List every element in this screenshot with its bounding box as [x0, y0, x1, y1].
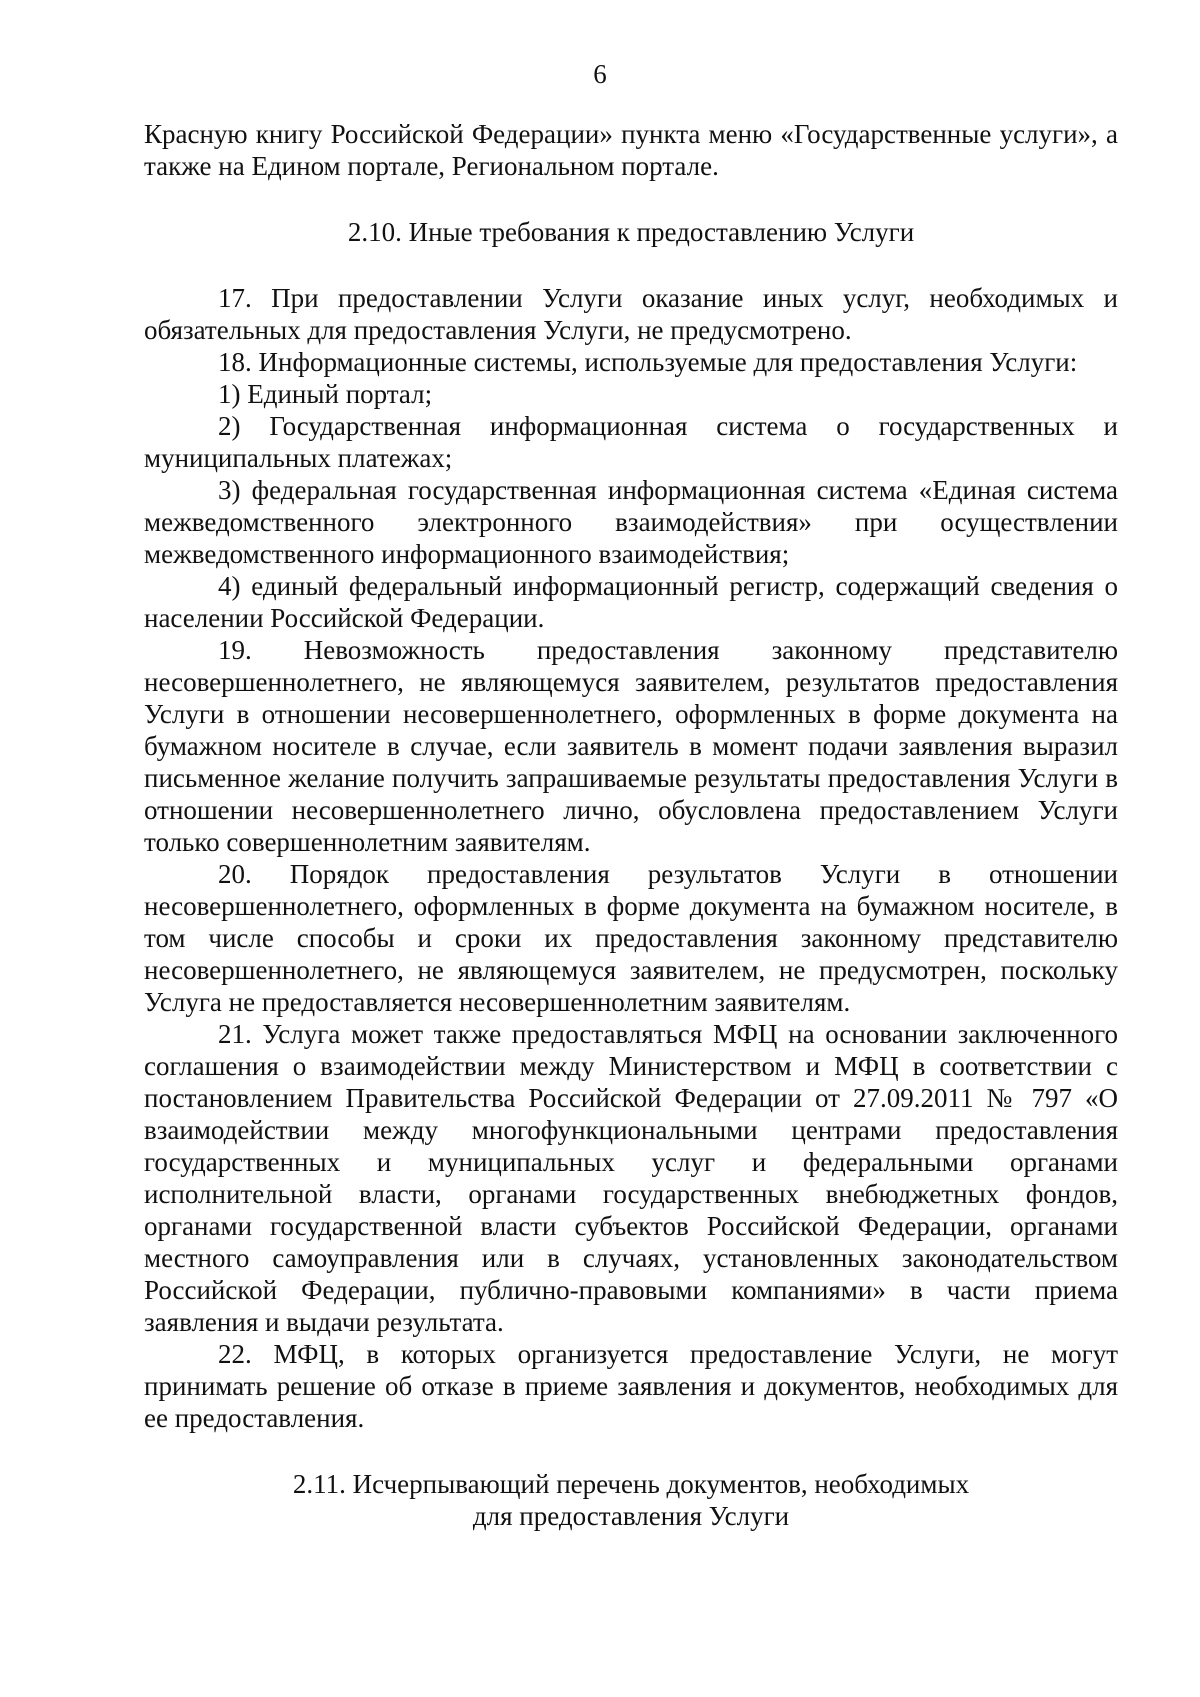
paragraph-20: 20. Порядок предоставления результатов Услуги в отношении несовершеннолетнего, оформленных в форме документа на бумажном носителе, в том числе способы и сроки их предоставления законному представителю несовершеннолетнего, не являющемуся заявителем, не предусмотрен, поскольку Услуга не предоставляется несовершеннолетним заявителям. — [144, 859, 1118, 1017]
intro-paragraph: Красную книгу Российской Федерации» пункта меню «Государственные услуги», а также на Едином портале, Региональном портале. — [144, 119, 1118, 181]
list-item-18-3: 3) федеральная государственная информационная система «Единая система межведомственного электронного взаимодействия» при осуществлении межведомственного информационного взаимодействия; — [144, 475, 1118, 569]
section-heading-2-10: 2.10. Иные требования к предоставлению Услуги — [347, 217, 915, 247]
list-item-18-2: 2) Государственная информационная система о государственных и муниципальных платежах; — [144, 411, 1118, 473]
document-body — [144, 118, 1118, 1532]
list-item-18-1: 1) Единый портал; — [218, 379, 433, 409]
paragraph-19: 19. Невозможность предоставления законному представителю несовершеннолетнего, не являющемуся заявителем, результатов предоставления Услуги в отношении несовершеннолетнего, оформленных в форме документа на бумажном носителе в случае, если заявитель в момент подачи заявления выразил письменное желание получить запрашиваемые результаты предоставления Услуги в отношении несовершеннолетнего лично, обусловлена предоставлением Услуги только совершеннолетним заявителям. — [144, 635, 1118, 857]
section-heading-2-11: 2.11. Исчерпывающий перечень документов, необходимых для предоставления Услуги — [292, 1469, 970, 1531]
paragraph-21: 21. Услуга может также предоставляться МФЦ на основании заключенного соглашения о взаимодействии между Министерством и МФЦ в соответствии с постановлением Правительства Российской Федерации от 27.09.2011 № 797 «О взаимодействии между многофункциональными центрами предоставления государственных и муниципальных услуг и федеральными органами исполнительной власти, органами государственных внебюджетных фондов, органами государственной власти субъектов Российской Федерации, органами местного самоуправления или в случаях, установленных законодательством Российской Федерации, публично-правовыми компаниями» в части приема заявления и выдачи результата. — [144, 1019, 1118, 1337]
paragraph-18: 18. Информационные системы, используемые для предоставления Услуги: — [218, 347, 1078, 377]
paragraph-17: 17. При предоставлении Услуги оказание иных услуг, необходимых и обязательных для предоставления Услуги, не предусмотрено. — [144, 283, 1118, 345]
page-number: 6 — [593, 59, 607, 89]
list-item-18-4: 4) единый федеральный информационный регистр, содержащий сведения о населении Российской Федерации. — [144, 571, 1118, 633]
paragraph-22: 22. МФЦ, в которых организуется предоставление Услуги, не могут принимать решение об отказе в приеме заявления и документов, необходимых для ее предоставления. — [144, 1339, 1118, 1433]
